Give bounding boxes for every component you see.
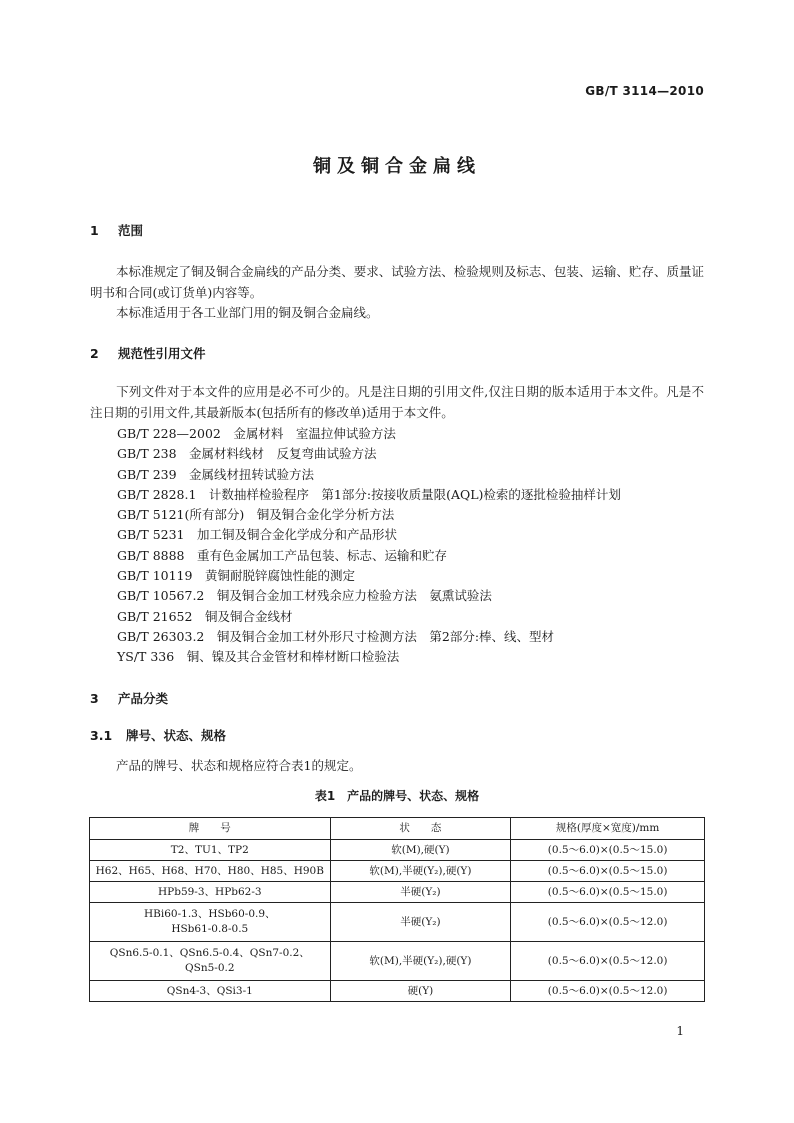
cell-grade: QSn6.5-0.1、QSn6.5-0.4、QSn7-0.2、 QSn5-0.2 xyxy=(90,942,331,981)
section-1-paragraph-1 xyxy=(90,261,704,303)
cell-size: (0.5～6.0)×(0.5～12.0) xyxy=(511,903,705,942)
table-row xyxy=(90,861,705,882)
cell-size: (0.5～6.0)×(0.5～12.0) xyxy=(511,942,705,981)
cell-grade: QSn4-3、QSi3-1 xyxy=(90,981,331,1002)
cell-size: (0.5～6.0)×(0.5～15.0) xyxy=(511,882,705,903)
cell-grade: HBi60-1.3、HSb60-0.9、 HSb61-0.8-0.5 xyxy=(90,903,331,942)
section-3-1-title: 牌号、状态、规格 xyxy=(126,728,227,743)
reference-item: GB/T 2828.1 计数抽样检验程序 第1部分:按接收质量限(AQL)检索的逐批检验抽样计划 xyxy=(117,486,621,502)
header-temper: 状 态 xyxy=(330,818,511,840)
section-1-paragraph-1-text: 本标准规定了铜及铜合金扁线的产品分类、要求、试验方法、检验规则及标志、包装、运输、贮存、质量证明书和合同(或订货单)内容等。 xyxy=(90,264,704,300)
cell-temper: 半硬(Y₂) xyxy=(330,903,511,942)
reference-item: GB/T 228—2002 金属材料 室温拉伸试验方法 xyxy=(117,426,396,441)
cell-grade: HPb59-3、HPb62-3 xyxy=(90,882,331,903)
reference-item: GB/T 238 金属材料线材 反复弯曲试验方法 xyxy=(117,446,377,462)
section-3-1-text xyxy=(90,755,704,776)
section-1-number: 1 xyxy=(90,223,99,238)
section-2-title: 规范性引用文件 xyxy=(118,346,206,361)
section-3-title: 产品分类 xyxy=(118,691,169,706)
section-1-heading xyxy=(90,221,143,239)
reference-item: GB/T 239 金属线材扭转试验方法 xyxy=(117,466,315,482)
header-grade: 牌 号 xyxy=(90,818,331,840)
standard-code: GB/T 3114—2010 xyxy=(585,84,704,98)
reference-item: GB/T 26303.2 铜及铜合金加工材外形尺寸检测方法 第2部分:棒、线、型材 xyxy=(117,628,555,644)
section-3-1-text-content: 产品的牌号、状态和规格应符合表1的规定。 xyxy=(116,758,362,773)
reference-item: GB/T 8888 重有色金属加工产品包装、标志、运输和贮存 xyxy=(117,547,448,563)
section-3-1-heading xyxy=(90,726,226,744)
cell-grade: T2、TU1、TP2 xyxy=(90,840,331,861)
cell-size: (0.5～6.0)×(0.5～12.0) xyxy=(511,981,705,1002)
table-row xyxy=(90,903,705,942)
cell-grade: H62、H65、H68、H70、H80、H85、H90B xyxy=(90,861,331,882)
document-title: 铜及铜合金扁线 xyxy=(313,156,481,177)
reference-item: GB/T 5231 加工铜及铜合金化学成分和产品形状 xyxy=(117,527,398,543)
section-2-intro-text: 下列文件对于本文件的应用是必不可少的。凡是注日期的引用文件,仅注日期的版本适用于本文件。凡是不注日期的引用文件,其最新版本(包括所有的修改单)适用于本文件。 xyxy=(90,384,704,420)
reference-item: GB/T 21652 铜及铜合金线材 xyxy=(117,608,293,624)
reference-item: GB/T 5121(所有部分) 铜及铜合金化学分析方法 xyxy=(117,507,395,523)
reference-item: GB/T 10119 黄铜耐脱锌腐蚀性能的测定 xyxy=(117,568,355,584)
table-1 xyxy=(89,817,705,1002)
reference-item: GB/T 10567.2 铜及铜合金加工材残余应力检验方法 氨熏试验法 xyxy=(117,588,492,604)
header-size: 规格(厚度×宽度)/mm xyxy=(511,818,705,840)
table-header-row xyxy=(90,818,705,840)
section-3-1-number: 3.1 xyxy=(90,728,113,743)
cell-size: (0.5～6.0)×(0.5～15.0) xyxy=(511,840,705,861)
reference-item: YS/T 336 铜、镍及其合金管材和棒材断口检验法 xyxy=(117,649,400,665)
cell-temper: 半硬(Y₂) xyxy=(330,882,511,903)
cell-temper: 硬(Y) xyxy=(330,981,511,1002)
table-1-caption: 表1 产品的牌号、状态、规格 xyxy=(314,789,480,803)
table-row xyxy=(90,840,705,861)
section-1-paragraph-2-text: 本标准适用于各工业部门用的铜及铜合金扁线。 xyxy=(116,305,379,320)
section-3-heading xyxy=(90,689,168,707)
reference-list xyxy=(117,424,621,668)
cell-temper: 软(M),半硬(Y₂),硬(Y) xyxy=(330,942,511,981)
cell-temper: 软(M),半硬(Y₂),硬(Y) xyxy=(330,861,511,882)
section-1-title: 范围 xyxy=(118,223,144,238)
cell-temper: 软(M),硬(Y) xyxy=(330,840,511,861)
section-2-intro xyxy=(90,381,704,423)
section-3-number: 3 xyxy=(90,691,99,706)
section-2-heading xyxy=(90,344,206,362)
page-number: 1 xyxy=(676,1024,684,1038)
table-row xyxy=(90,882,705,903)
table-row xyxy=(90,981,705,1002)
table-row xyxy=(90,942,705,981)
cell-size: (0.5～6.0)×(0.5～15.0) xyxy=(511,861,705,882)
section-2-number: 2 xyxy=(90,346,99,361)
section-1-paragraph-2 xyxy=(90,302,704,323)
